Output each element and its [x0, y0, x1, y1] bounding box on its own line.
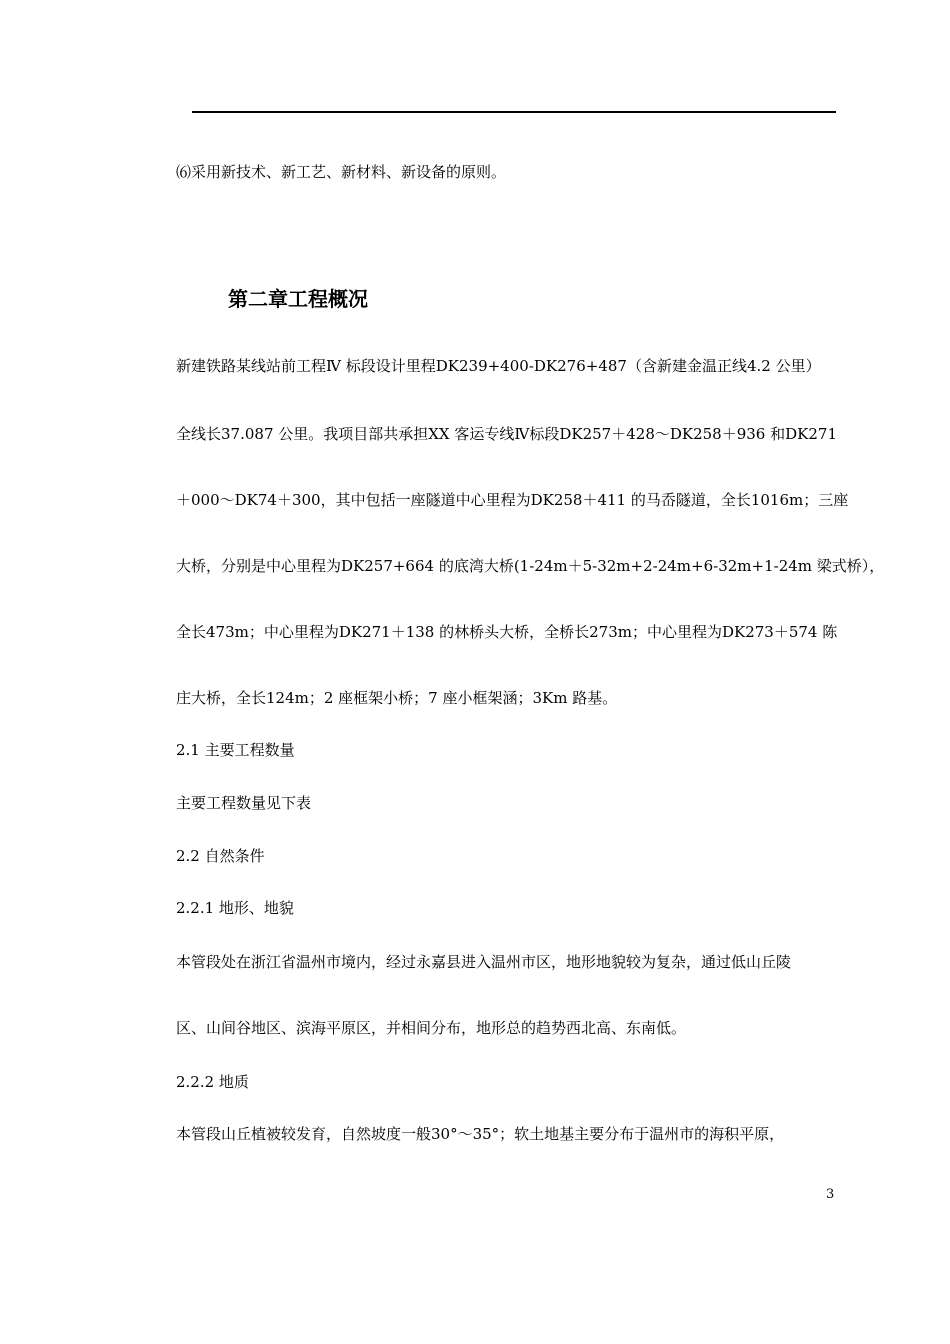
paragraph-line: 大桥，分别是中心里程为DK257+664 的底湾大桥(1-24m＋5-32m+2-24m+6-32m+1-24m 梁式桥）， — [176, 557, 885, 575]
section-2-2-title: 2.2 自然条件 — [176, 847, 265, 865]
paragraph-line: 本管段处在浙江省温州市境内，经过永嘉县进入温州市区，地形地貌较为复杂，通过低山丘陵 — [176, 953, 792, 971]
paragraph-line: ＋000～DK74＋300，其中包括一座隧道中心里程为DK258＋411 的马岙隧道，全长1016m；三座 — [176, 491, 849, 509]
paragraph-line: 庄大桥，全长124m；2 座框架小桥；7 座小框架涵；3Km 路基。 — [176, 689, 618, 707]
header-rule — [192, 111, 836, 113]
section-2-1-text: 主要工程数量见下表 — [176, 794, 312, 812]
section-2-1-title: 2.1 主要工程数量 — [176, 741, 295, 759]
section-2-2-2-title: 2.2.2 地质 — [176, 1073, 249, 1091]
page-number: 3 — [826, 1187, 835, 1202]
paragraph-line: 本管段山丘植被较发育，自然坡度一般30°～35°；软土地基主要分布于温州市的海积平原， — [176, 1125, 785, 1143]
paragraph-line: 新建铁路某线站前工程Ⅳ 标段设计里程DK239+400-DK276+487（含新建金温正线4.2 公里） — [176, 357, 821, 375]
intro-line: ⑹采用新技术、新工艺、新材料、新设备的原则。 — [176, 163, 507, 181]
paragraph-line: 全线长37.087 公里。我项目部共承担XX 客运专线Ⅳ标段DK257＋428～DK258＋936 和DK271 — [176, 425, 837, 443]
paragraph-line: 全长473m；中心里程为DK271＋138 的林桥头大桥，全桥长273m；中心里程为DK273＋574 陈 — [176, 623, 838, 641]
paragraph-line: 区、山间谷地区、滨海平原区，并相间分布，地形总的趋势西北高、东南低。 — [176, 1019, 687, 1037]
section-2-2-1-title: 2.2.1 地形、地貌 — [176, 899, 294, 917]
chapter-title: 第二章工程概况 — [228, 287, 368, 311]
